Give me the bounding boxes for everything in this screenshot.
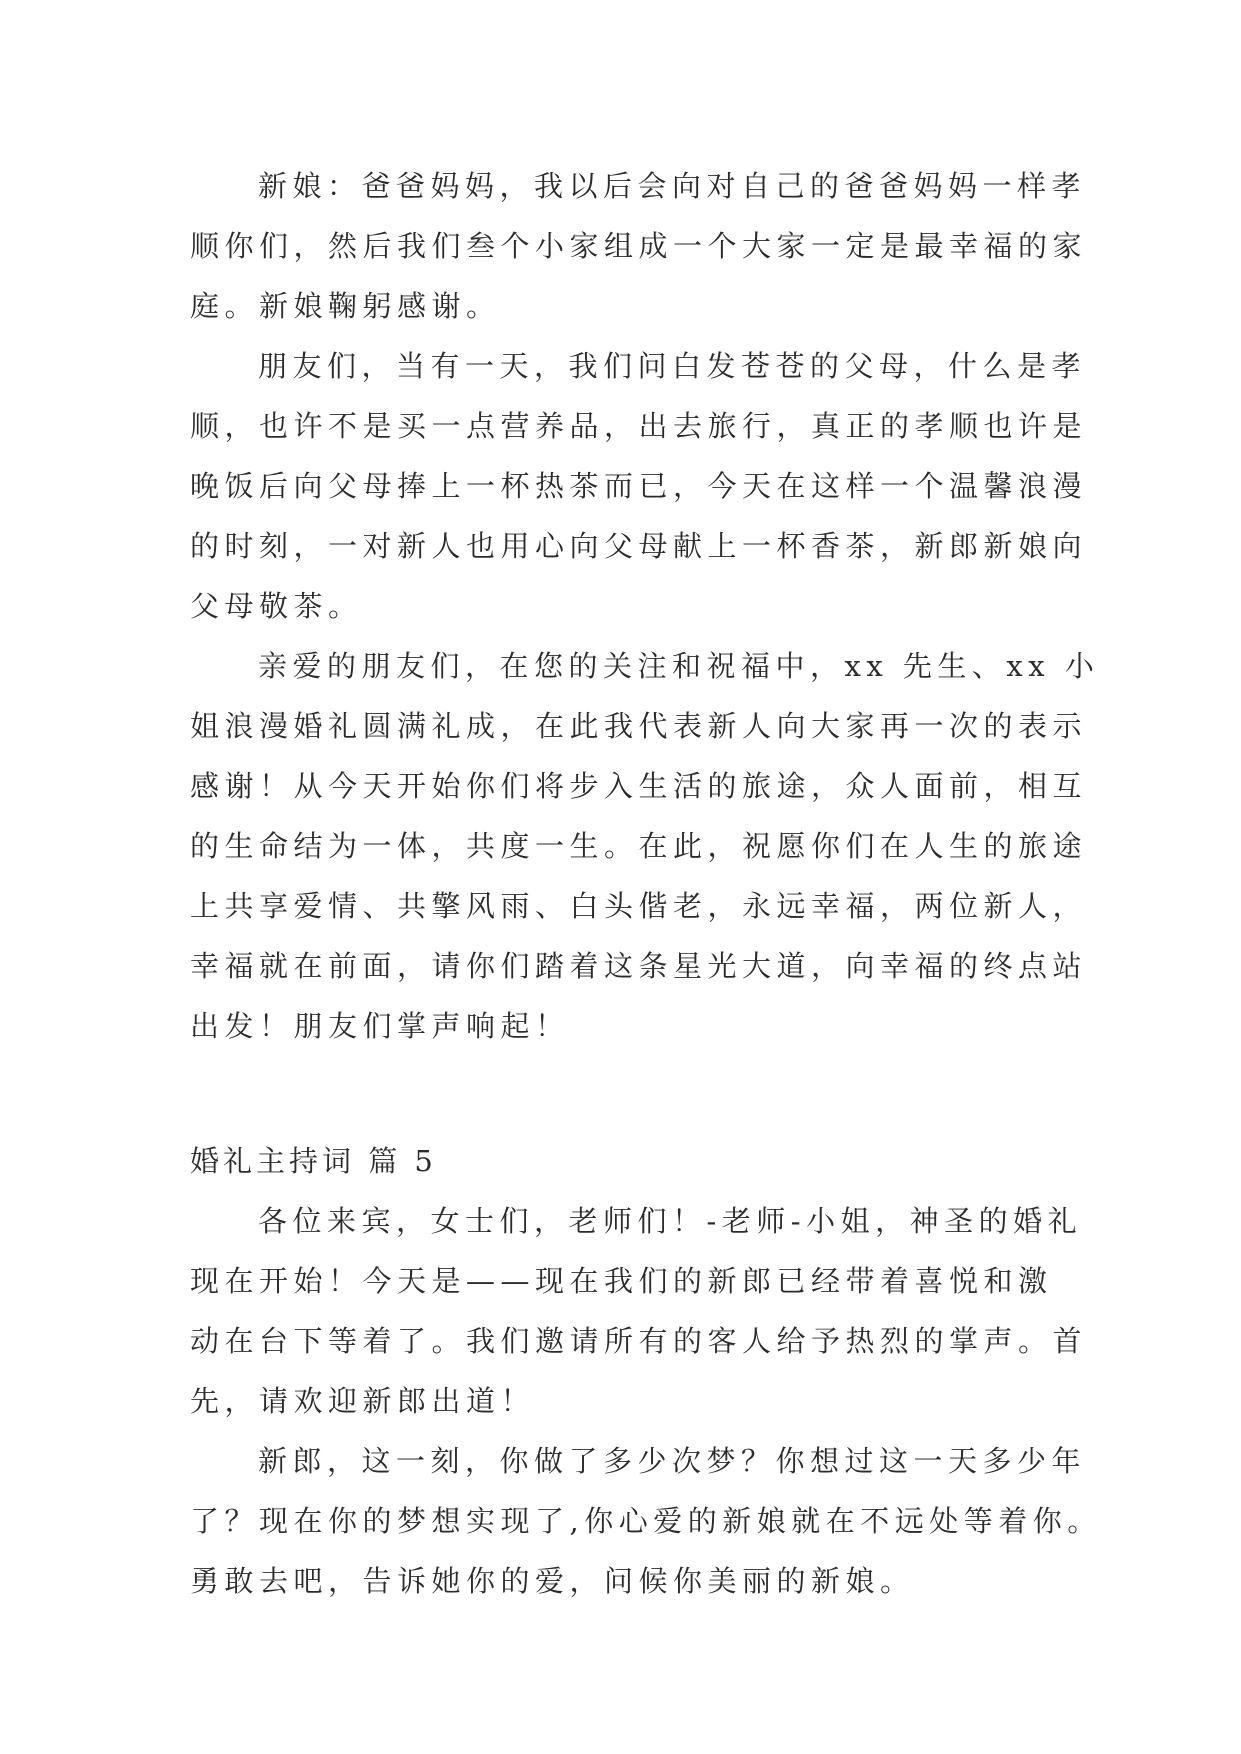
paragraph-line: 亲爱的朋友们，在您的关注和祝福中，xx 先生、xx 小 — [258, 649, 1100, 683]
paragraph-bride-speech — [190, 156, 1088, 336]
paragraph-groom-dream — [190, 1431, 1102, 1611]
paragraph-line: 先，请欢迎新郎出道！ — [190, 1384, 536, 1418]
paragraph-line: 感谢！从今天开始你们将步入生活的旅途，众人面前，相互 — [190, 769, 1088, 803]
paragraph-line: 顺你们，然后我们叁个小家组成一个大家一定是最幸福的家 — [190, 229, 1088, 263]
paragraph-line: 出发！朋友们掌声响起！ — [190, 1009, 570, 1043]
paragraph-line: 的时刻，一对新人也用心向父母献上一杯香茶，新郎新娘向 — [190, 529, 1088, 563]
paragraph-line: 幸福就在前面，请你们踏着这条星光大道，向幸福的终点站 — [190, 949, 1088, 983]
document-body — [190, 156, 1102, 1611]
paragraph-line: 动在台下等着了。我们邀请所有的客人给予热烈的掌声。首 — [190, 1324, 1088, 1358]
paragraph-line: 姐浪漫婚礼圆满礼成，在此我代表新人向大家再一次的表示 — [190, 709, 1088, 743]
paragraph-line: 各位来宾，女士们，老师们！-老师-小姐，神圣的婚礼 — [258, 1204, 1083, 1238]
paragraph-line: 朋友们，当有一天，我们问白发苍苍的父母，什么是孝 — [258, 349, 1087, 383]
paragraph-line: 的生命结为一体，共度一生。在此，祝愿你们在人生的旅途 — [190, 829, 1088, 863]
paragraph-line: 顺，也许不是买一点营养品，出去旅行，真正的孝顺也许是 — [190, 409, 1088, 443]
paragraph-line: 了？现在你的梦想实现了,你心爱的新娘就在不远处等着你。 — [190, 1504, 1102, 1538]
paragraph-line: 勇敢去吧，告诉她你的爱，问候你美丽的新娘。 — [190, 1564, 915, 1598]
paragraph-filial-piety — [190, 336, 1088, 636]
paragraph-line: 父母敬茶。 — [190, 589, 363, 623]
paragraph-line: 庭。新娘鞠躬感谢。 — [190, 289, 501, 323]
paragraph-line: 晚饭后向父母捧上一杯热茶而已，今天在这样一个温馨浪漫 — [190, 469, 1088, 503]
paragraph-line: 上共享爱情、共擎风雨、白头偕老，永远幸福，两位新人， — [190, 889, 1088, 923]
section-heading: 婚礼主持词 篇 5 — [190, 1144, 437, 1178]
paragraph-line: 新郎，这一刻，你做了多少次梦？你想过这一天多少年 — [258, 1444, 1087, 1478]
paragraph-closing-blessing — [190, 636, 1100, 1056]
paragraph-line: 现在开始！今天是——现在我们的新郎已经带着喜悦和激 — [190, 1264, 1053, 1298]
paragraph-line: 新娘：爸爸妈妈，我以后会向对自己的爸爸妈妈一样孝 — [258, 169, 1087, 203]
paragraph-ceremony-opening — [190, 1191, 1088, 1431]
